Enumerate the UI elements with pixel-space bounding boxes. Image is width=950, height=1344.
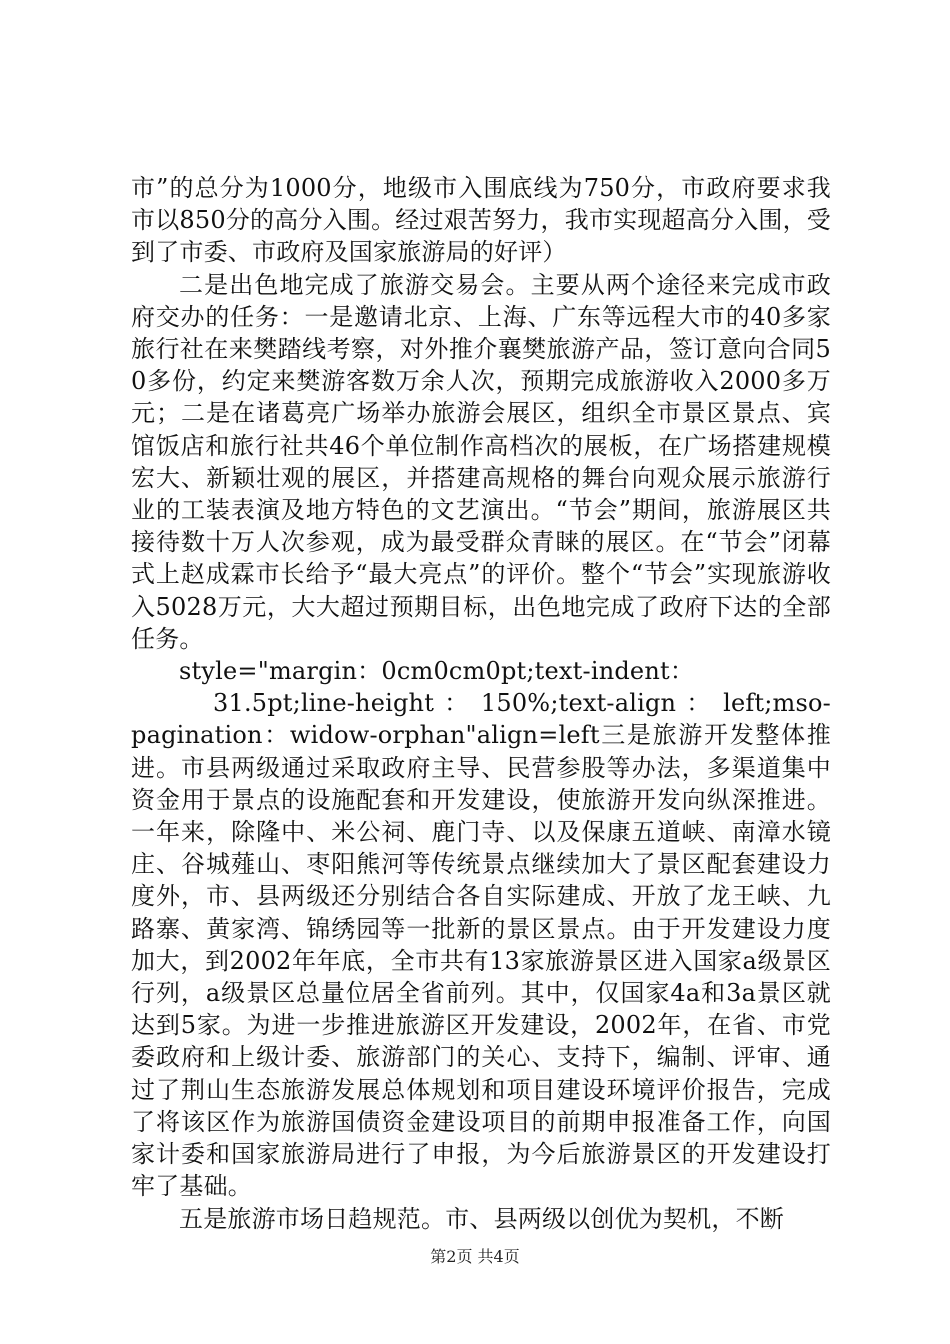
paragraph-market-regulation: 五是旅游市场日趋规范。市、县两级以创优为契机，不断 — [179, 1204, 784, 1233]
paragraph-trade-fair: 二是出色地完成了旅游交易会。主要从两个途径来完成市政府交办的任务：一是邀请北京、上海、广东等远程大市的40多家旅行社在来樊踏线考察，对外推介襄樊旅游产品，签订意向合同50多份，约定来樊游客数万余人次，预期完成旅游收入2000多万元；二是在诸葛亮广场举办旅游会展区，组织全市景区景点、宾馆饭店和旅行社共46个单位制作高档次的展板，在广场搭建规模宏大、新颖壮观的展区，并搭建高规格的舞台向观众展示旅游行业的工装表演及地方特色的文艺演出。“节会”期间，旅游展区共接待数十万人次参观，成为最受群众青睐的展区。在“节会”闭幕式上赵成霖市长给予“最大亮点”的评价。整个“节会”实现旅游收入5028万元，大大超过预期目标，出色地完成了政府下达的全部任务。 — [131, 270, 831, 653]
paragraph-continuation: 市”的总分为1000分，地级市入围底线为750分，市政府要求我市以850分的高分入围。经过艰苦努力，我市实现超高分入围，受到了市委、市政府及国家旅游局的好评） — [131, 174, 831, 267]
paragraph-tourism-development: 31.5pt;line-height ： 150%;text-align ： left;mso-pagination：widow-orphan"align=left三是旅游开发整体推进。市县两级通过采取政府主导、民营参股等办法，多渠道集中资金用于景点的设施配套和开发建设，使旅游开发向纵深推进。一年来，除隆中、米公祠、鹿门寺、以及保康五道峡、南漳水镜庄、谷城薤山、枣阳熊河等传统景点继续加大了景区配套建设力度外，市、县两级还分别结合各自实际建成、开放了龙王峡、九路寨、黄家湾、锦绣园等一批新的景区景点。由于开发建设力度加大，到2002年年底，全市共有13家旅游景区进入国家a级景区行列，a级景区总量位居全省前列。其中，仅国家4a和3a景区就达到5家。为进一步推进旅游区开发建设，2002年，在省、市党委政府和上级计委、旅游部门的关心、支持下，编制、评审、通过了荆山生态旅游发展总体规划和项目建设环境评价报告，完成了将该区作为旅游国债资金建设项目的前期申报准备工作，向国家计委和国家旅游局进行了申报，为今后旅游景区的开发建设打牢了基础。 — [131, 689, 831, 1201]
paragraph-style-artifact: style="margin：0cm0cm0pt;text-indent： — [179, 657, 695, 686]
page-number-footer: 第2页 共4页 — [430, 1247, 520, 1266]
body-text — [131, 172, 831, 1235]
